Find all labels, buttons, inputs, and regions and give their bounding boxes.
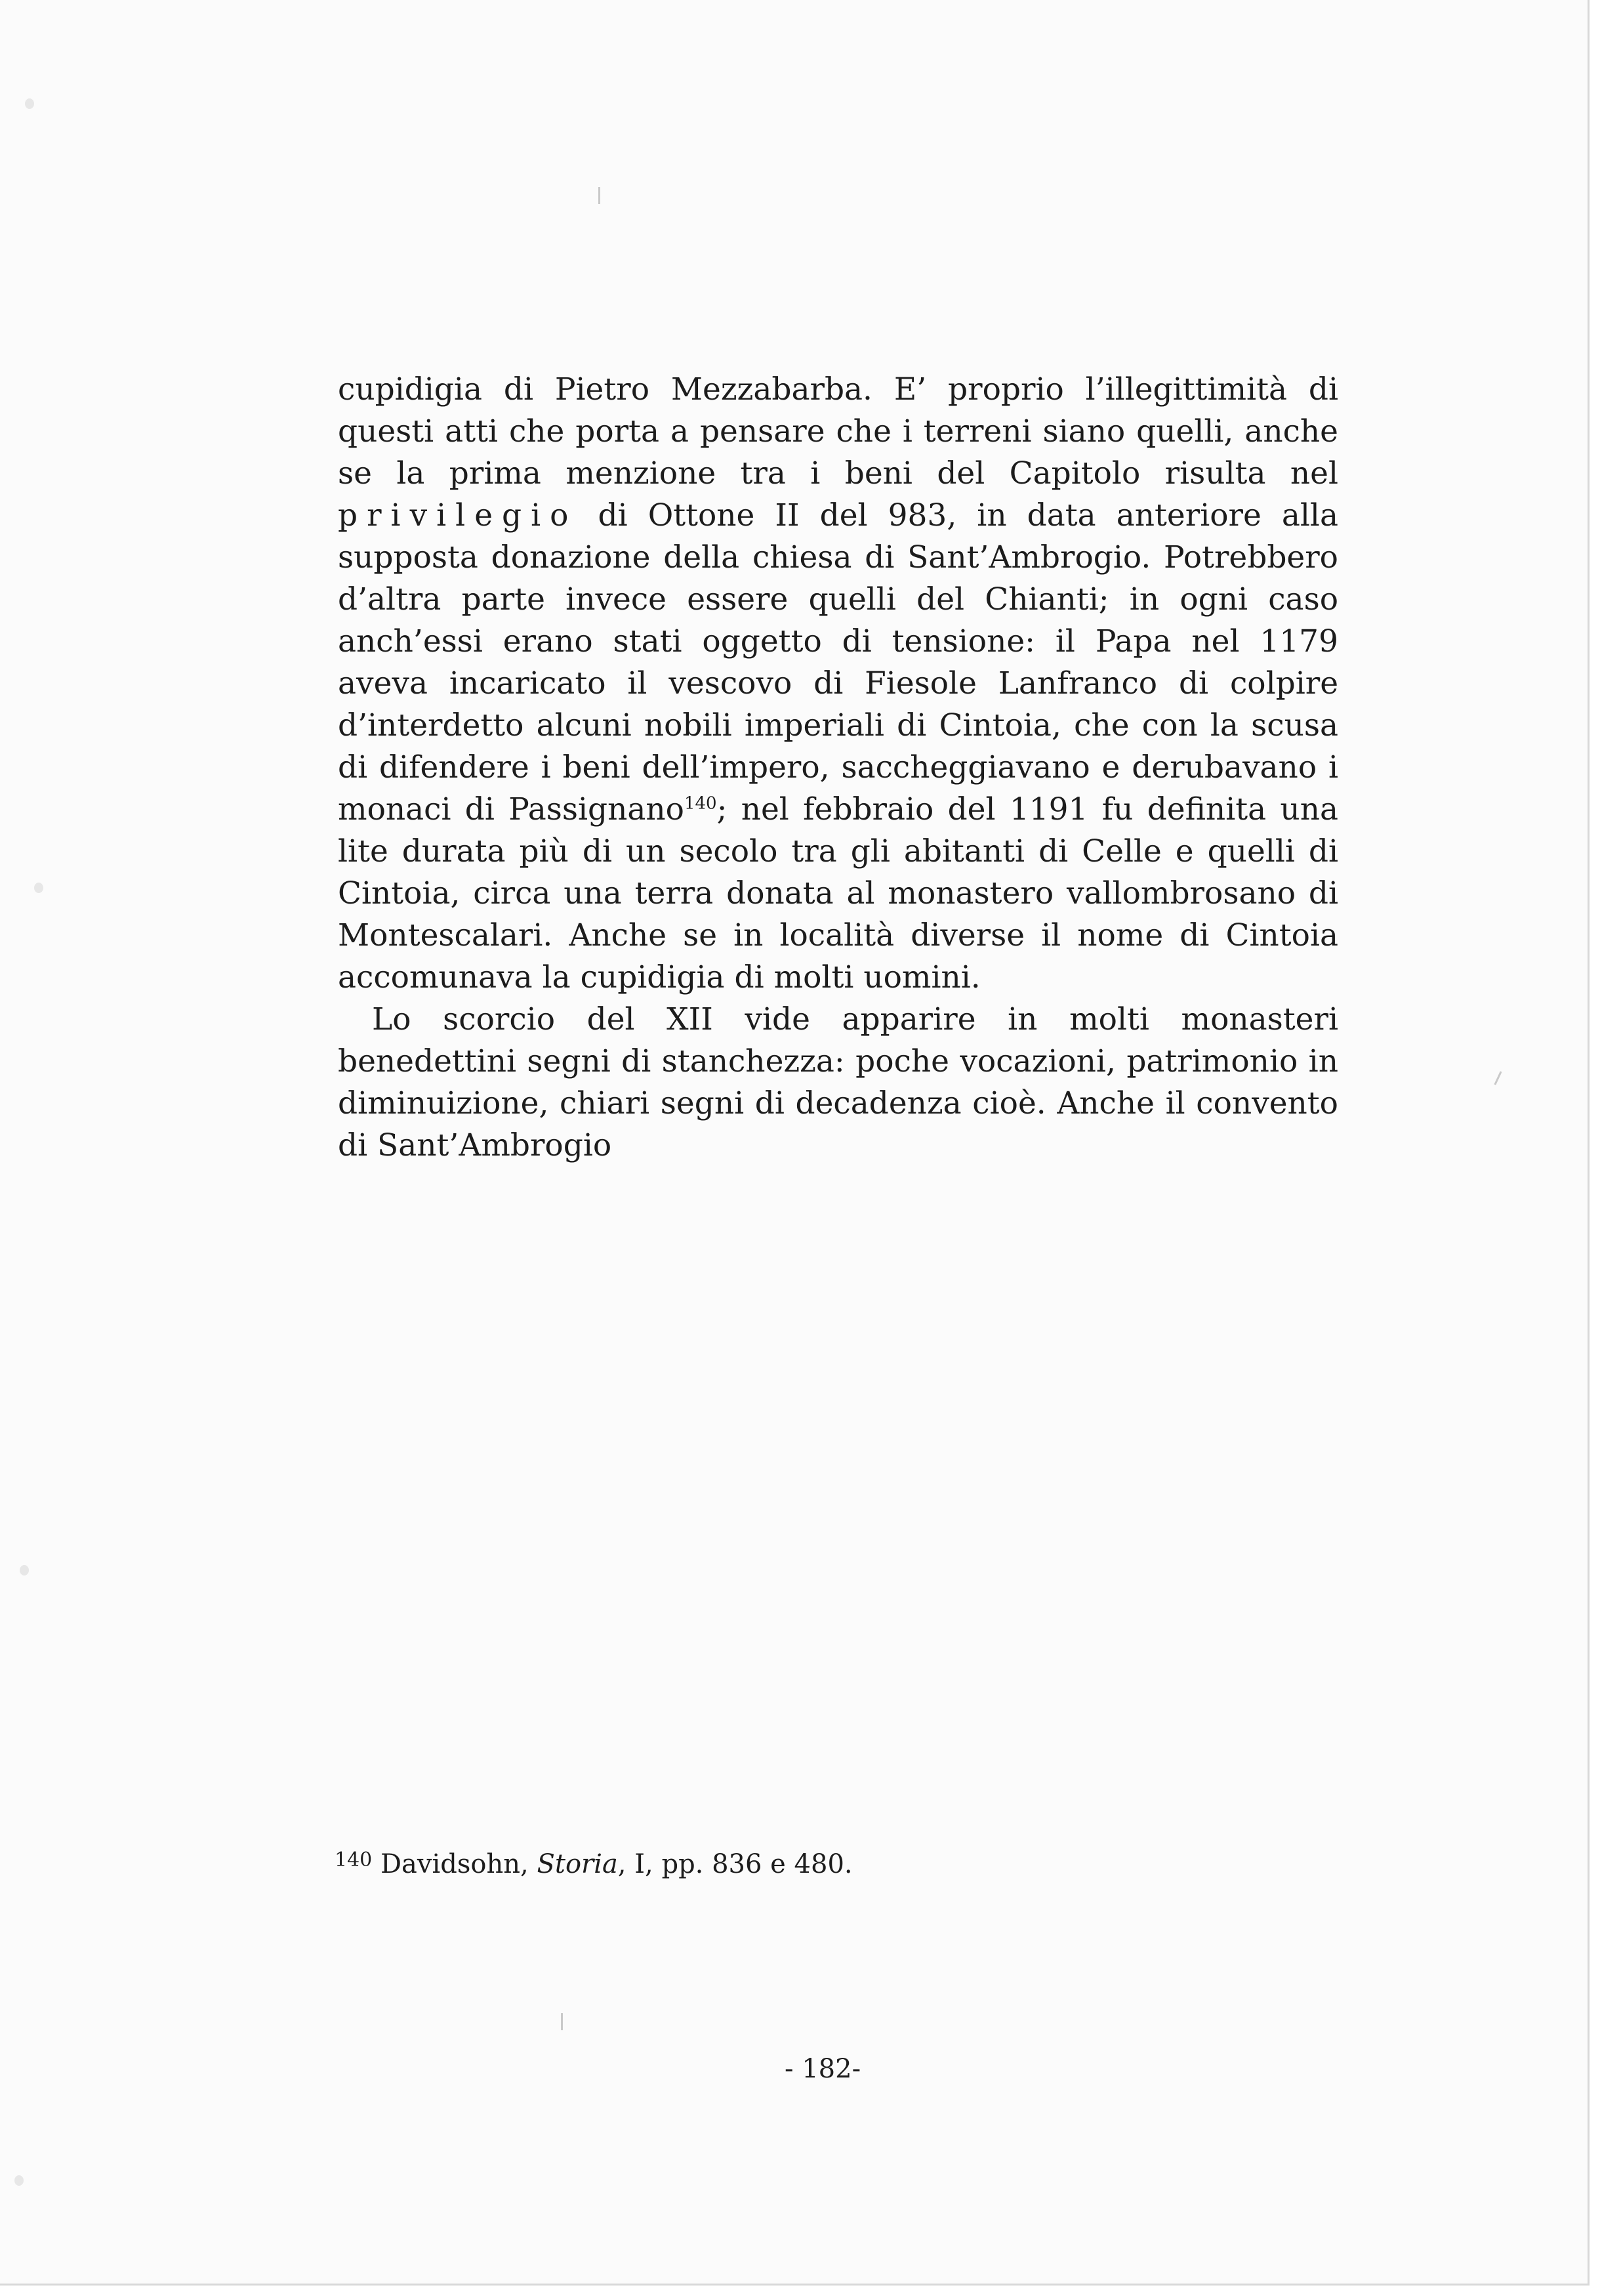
- text-line: Ottone II del 983, in data anteriore alla supposta donazione della: [338, 497, 1338, 575]
- text-line: cupidigia di Pietro Mezzabarba. E’ proprio l’illegittimità di questi: [338, 371, 1338, 449]
- text-line: di: [598, 497, 628, 533]
- scan-speck: [1494, 1071, 1502, 1085]
- footnote-reference: 140: [684, 793, 717, 814]
- text-line: atti che porta a pensare che i terreni siano quelli, anche se la prima: [338, 413, 1338, 491]
- footnote: [335, 1847, 1319, 1881]
- text-line: quelli del Chianti; in ogni caso anch’essi erano stati oggetto di: [338, 581, 1338, 659]
- text-line: accomunava la cupidigia di molti uomini.: [338, 959, 981, 995]
- footnote-work-title: Storia: [537, 1849, 618, 1879]
- text-line: ; nel febbraio del 1191 fu: [716, 791, 1134, 827]
- main-text: [338, 369, 1338, 1167]
- footnote-citation: , I, pp. 836 e 480.: [617, 1849, 853, 1879]
- footnote-author: Davidsohn,: [380, 1849, 529, 1879]
- text-line: quelli di Cintoia, circa una terra donata al monastero vallombrosano: [338, 833, 1338, 911]
- text-line: Lo scorcio del XII vide apparire in molti monasteri benedettini: [338, 1001, 1338, 1079]
- text-line: segni di stanchezza: poche vocazioni, patrimonio in diminuizione,: [338, 1043, 1338, 1121]
- spaced-emphasis: privilegio: [338, 497, 578, 533]
- text-line: menzione tra i beni del Capitolo risulta nel: [565, 455, 1338, 491]
- binding-hole-mark: [34, 883, 43, 893]
- scan-speck: [561, 2013, 563, 2030]
- text-line: di Montescalari. Anche se in località diverse il nome di Cintoia: [338, 875, 1338, 953]
- text-line: che con la scusa di difendere i beni dell’impero, saccheggiavano e: [338, 707, 1338, 785]
- binding-hole-mark: [14, 2175, 24, 2186]
- scan-speck: [598, 187, 600, 204]
- text-line: Lanfranco di colpire d’interdetto alcuni nobili imperiali di Cintoia,: [338, 665, 1339, 743]
- text-line: definita una lite durata più di un secolo tra gli abitanti di Celle e: [338, 791, 1338, 869]
- binding-hole-mark: [25, 98, 34, 109]
- text-line: tensione: il Papa nel 1179 aveva incaricato il vescovo di Fiesole: [338, 623, 1338, 701]
- footnote-number: 140: [335, 1848, 373, 1871]
- text-line: chiesa di Sant’Ambrogio. Potrebbero d’altra parte invece essere: [338, 539, 1338, 617]
- paragraph: [338, 369, 1338, 999]
- paragraph: [338, 999, 1338, 1167]
- text-line: chiari segni di decadenza cioè. Anche il convento di Sant’Ambrogio: [338, 1085, 1338, 1163]
- binding-hole-mark: [20, 1565, 29, 1576]
- text-line: derubavano i monaci di Passignano: [338, 749, 1338, 827]
- page-number: - 182-: [785, 2054, 861, 2084]
